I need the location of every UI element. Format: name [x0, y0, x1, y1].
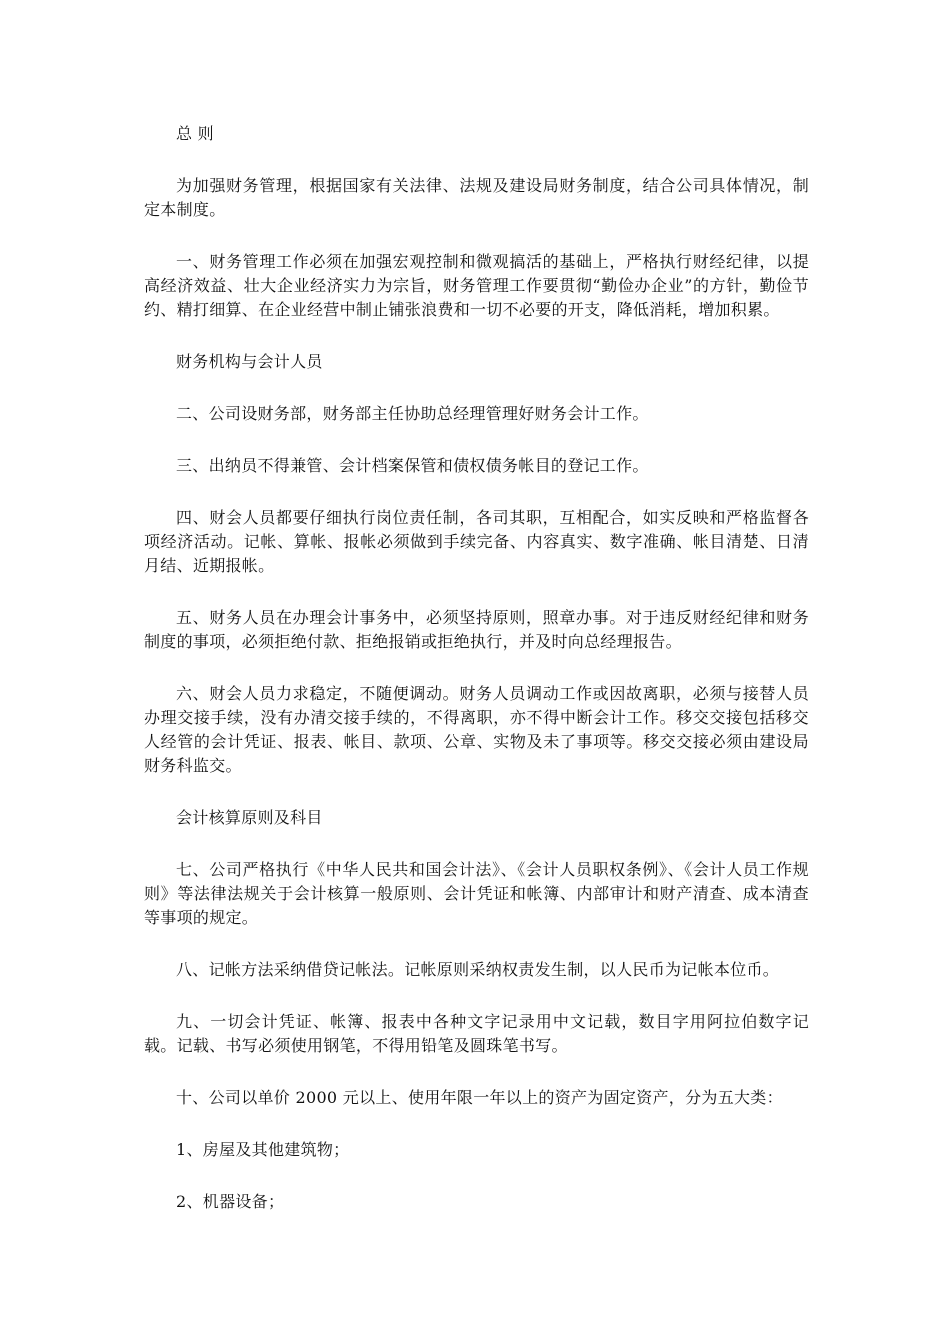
paragraph-article-8: 八、记帐方法采纳借贷记帐法。记帐原则采纳权责发生制，以人民币为记帐本位币。 — [176, 960, 780, 979]
paragraph-article-4: 四、财会人员都要仔细执行岗位责任制，各司其职，互相配合，如实反映和严格监督各项经济活动。记帐、算帐、报帐必须做到手续完备、内容真实、数字准确、帐目清楚、日清月结、近期报帐。 — [144, 508, 809, 575]
paragraph-article-3: 三、出纳员不得兼管、会计档案保管和债权债务帐目的登记工作。 — [176, 456, 649, 475]
document-page — [144, 122, 809, 1242]
section-heading-general: 总 则 — [176, 124, 214, 143]
paragraph-article-6: 六、财会人员力求稳定，不随便调动。财务人员调动工作或因故离职，必须与接替人员办理交接手续，没有办清交接手续的，不得离职，亦不得中断会计工作。移交交接包括移交人经管的会计凭证、报表、帐目、款项、公章、实物及未了事项等。移交交接必须由建设局财务科监交。 — [144, 684, 809, 775]
paragraph-article-7: 七、公司严格执行《中华人民共和国会计法》、《会计人员职权条例》、《会计人员工作规则》等法律法规关于会计核算一般原则、会计凭证和帐簿、内部审计和财产清查、成本清查等事项的规定。 — [144, 860, 809, 927]
paragraph-article-1: 一、财务管理工作必须在加强宏观控制和微观搞活的基础上，严格执行财经纪律，以提高经济效益、壮大企业经济实力为宗旨，财务管理工作要贯彻“勤俭办企业”的方针，勤俭节约、精打细算、在企业经营中制止铺张浪费和一切不必要的开支，降低消耗，增加积累。 — [144, 252, 809, 319]
paragraph-article-5: 五、财务人员在办理会计事务中，必须坚持原则，照章办事。对于违反财经纪律和财务制度的事项，必须拒绝付款、拒绝报销或拒绝执行，并及时向总经理报告。 — [144, 608, 809, 651]
paragraph-intro: 为加强财务管理，根据国家有关法律、法规及建设局财务制度，结合公司具体情况，制定本制度。 — [144, 176, 809, 219]
paragraph-article-9: 九、一切会计凭证、帐簿、报表中各种文字记录用中文记载，数目字用阿拉伯数字记载。记载、书写必须使用钢笔，不得用铅笔及圆珠笔书写。 — [144, 1012, 809, 1055]
paragraph-article-10: 十、公司以单价 2000 元以上、使用年限一年以上的资产为固定资产，分为五大类： — [176, 1088, 783, 1107]
section-heading-finance-org: 财务机构与会计人员 — [176, 352, 323, 371]
section-heading-accounting: 会计核算原则及科目 — [176, 808, 323, 827]
paragraph-article-2: 二、公司设财务部，财务部主任协助总经理管理好财务会计工作。 — [176, 404, 649, 423]
list-item-buildings: 1、房屋及其他建筑物； — [176, 1140, 350, 1159]
list-item-machinery: 2、机器设备； — [176, 1192, 285, 1211]
